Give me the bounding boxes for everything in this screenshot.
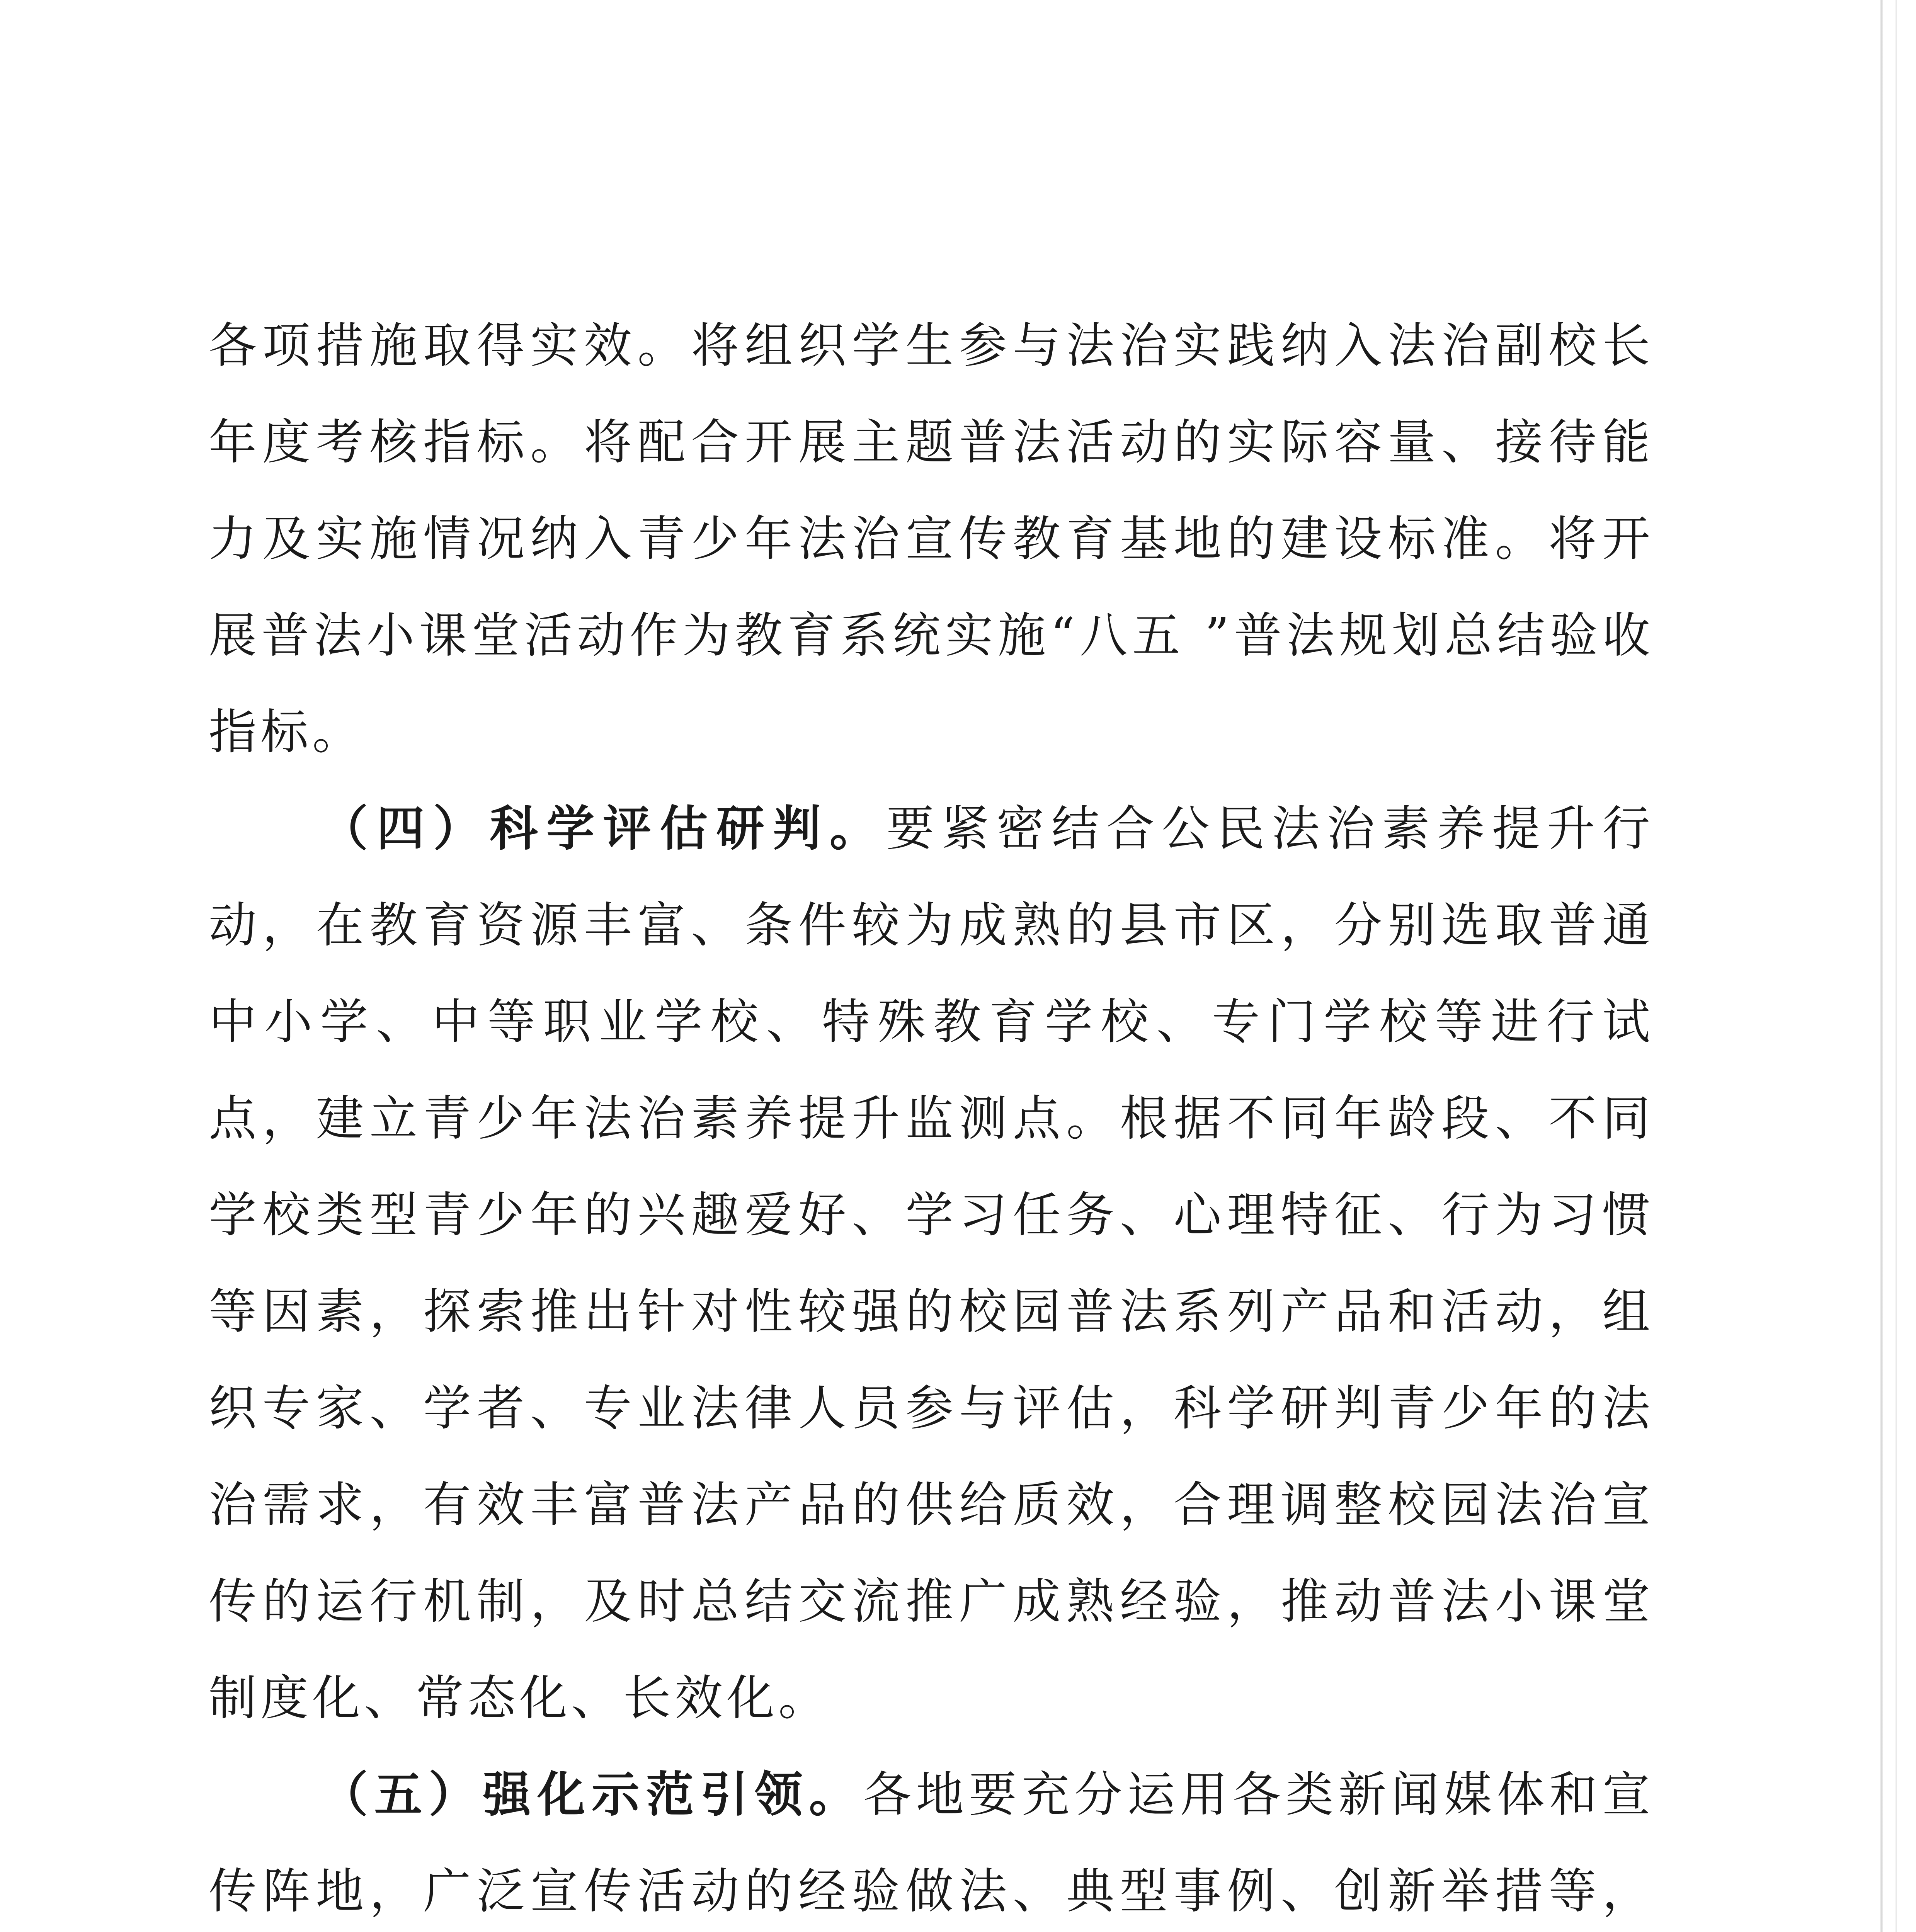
paragraph-text: 各地要充分运用各类新闻媒体和宣传阵地，广泛宣传活动的经验做法、典型事例、创新举措等，: [209, 1767, 1654, 1919]
section-heading-five: （五）强化示范引领。: [320, 1767, 863, 1823]
paragraph-continuation: [209, 298, 1654, 781]
scan-edge-line: [1896, 0, 1897, 1932]
paragraph-text: 各项措施取得实效。将组织学生参与法治实践纳入法治副校长年度考核指标。将配合开展主题普法活动的实际容量、接待能力及实施情况纳入青少年法治宣传教育基地的建设标准。将开展普法小课堂活动作为教育系统实施“八五 ”普法规划总结验收指标。: [209, 318, 1654, 760]
body-text: [209, 298, 1654, 1932]
section-heading-four: （四）科学评估研判。: [320, 801, 887, 857]
scan-edge-shadow: [1880, 0, 1883, 1932]
paragraph-section-four: [209, 781, 1654, 1747]
paragraph-text: 要紧密结合公民法治素养提升行动，在教育资源丰富、条件较为成熟的县市区，分别选取普通中小学、中等职业学校、特殊教育学校、专门学校等进行试点，建立青少年法治素养提升监测点。根据不同年龄段、不同学校类型青少年的兴趣爱好、学习任务、心理特征、行为习惯等因素，探索推出针对性较强的校园普法系列产品和活动，组织专家、学者、专业法律人员参与评估，科学研判青少年的法治需求，有效丰富普法产品的供给质效，合理调整校园法治宣传的运行机制，及时总结交流推广成熟经验，推动普法小课堂制度化、常态化、长效化。: [209, 801, 1654, 1726]
paragraph-section-five: [209, 1747, 1654, 1932]
